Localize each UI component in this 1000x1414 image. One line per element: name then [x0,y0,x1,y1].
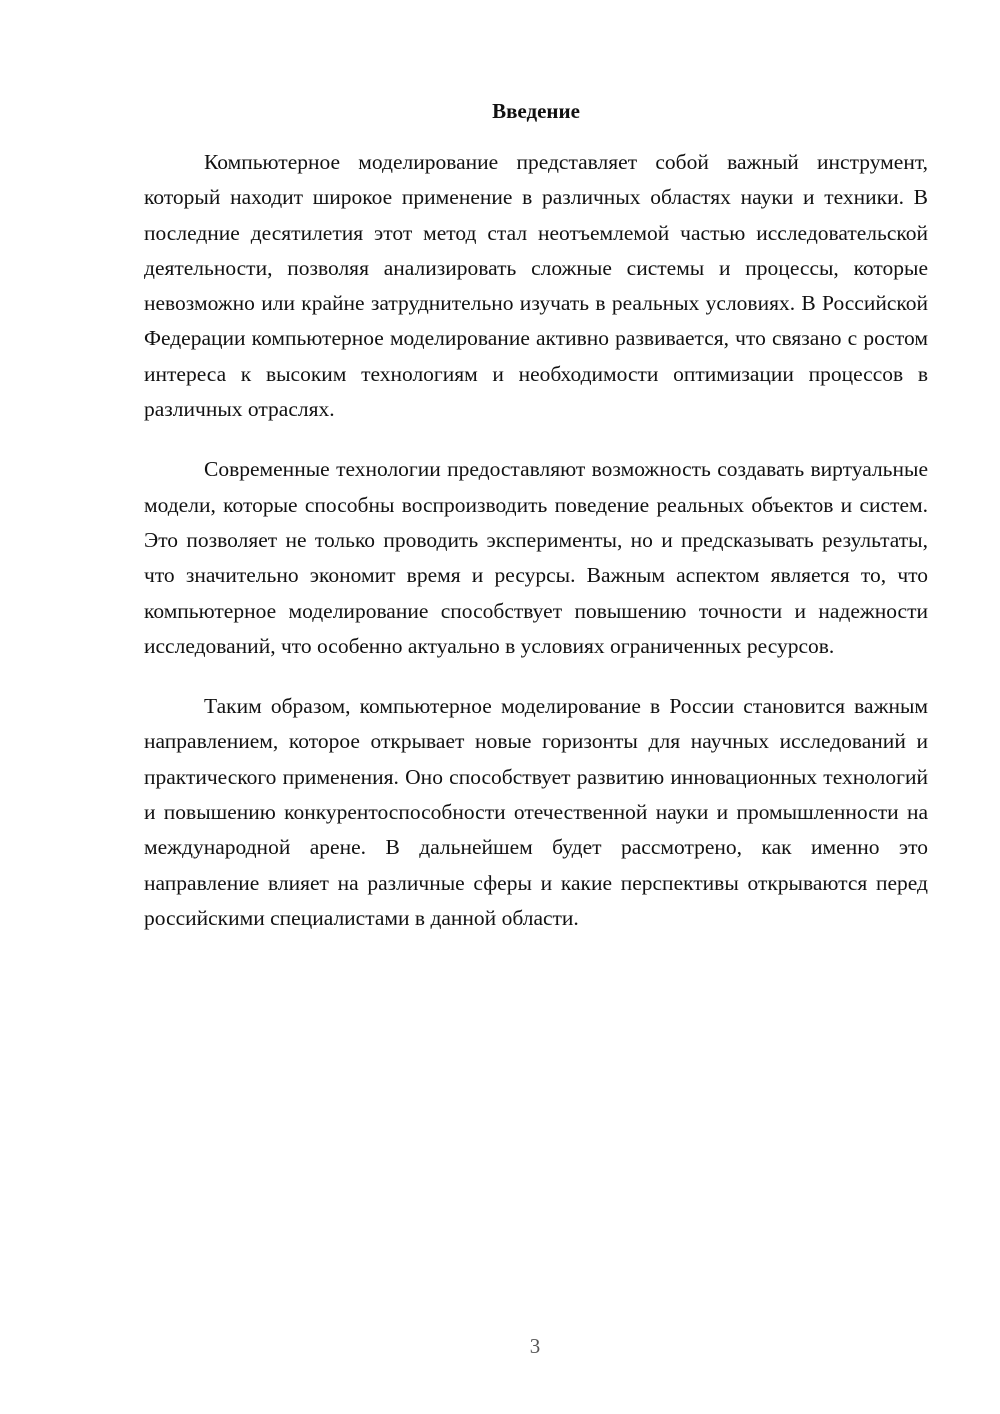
document-body [144,96,928,961]
paragraph-2: Современные технологии предоставляют возможность создавать виртуальные модели, которые способны воспроизводить поведение реальных объектов и систем. Это позволяет не только проводить эксперименты, но и предсказывать результаты, что значительно экономит время и ресурсы. Важным аспектом является то, что компьютерное моделирование способствует повышению точности и надежности исследований, что особенно актуально в условиях ограниченных ресурсов. [144,457,928,658]
page-number: 3 [529,1334,541,1358]
section-title: Введение [492,99,580,123]
paragraph-3: Таким образом, компьютерное моделирование в России становится важным направлением, которое открывает новые горизонты для научных исследований и практического применения. Оно способствует развитию инновационных технологий и повышению конкурентоспособности отечественной науки и промышленности на международной арене. В дальнейшем будет рассмотрено, как именно это направление влияет на различные сферы и какие перспективы открываются перед российскими специалистами в данной области. [144,694,928,930]
paragraph-1: Компьютерное моделирование представляет собой важный инструмент, который находит широкое применение в различных областях науки и техники. В последние десятилетия этот метод стал неотъемлемой частью исследовательской деятельности, позволяя анализировать сложные системы и процессы, которые невозможно или крайне затруднительно изучать в реальных условиях. В Российской Федерации компьютерное моделирование активно развивается, что связано с ростом интереса к высоким технологиям и необходимости оптимизации процессов в различных отраслях. [144,150,928,422]
